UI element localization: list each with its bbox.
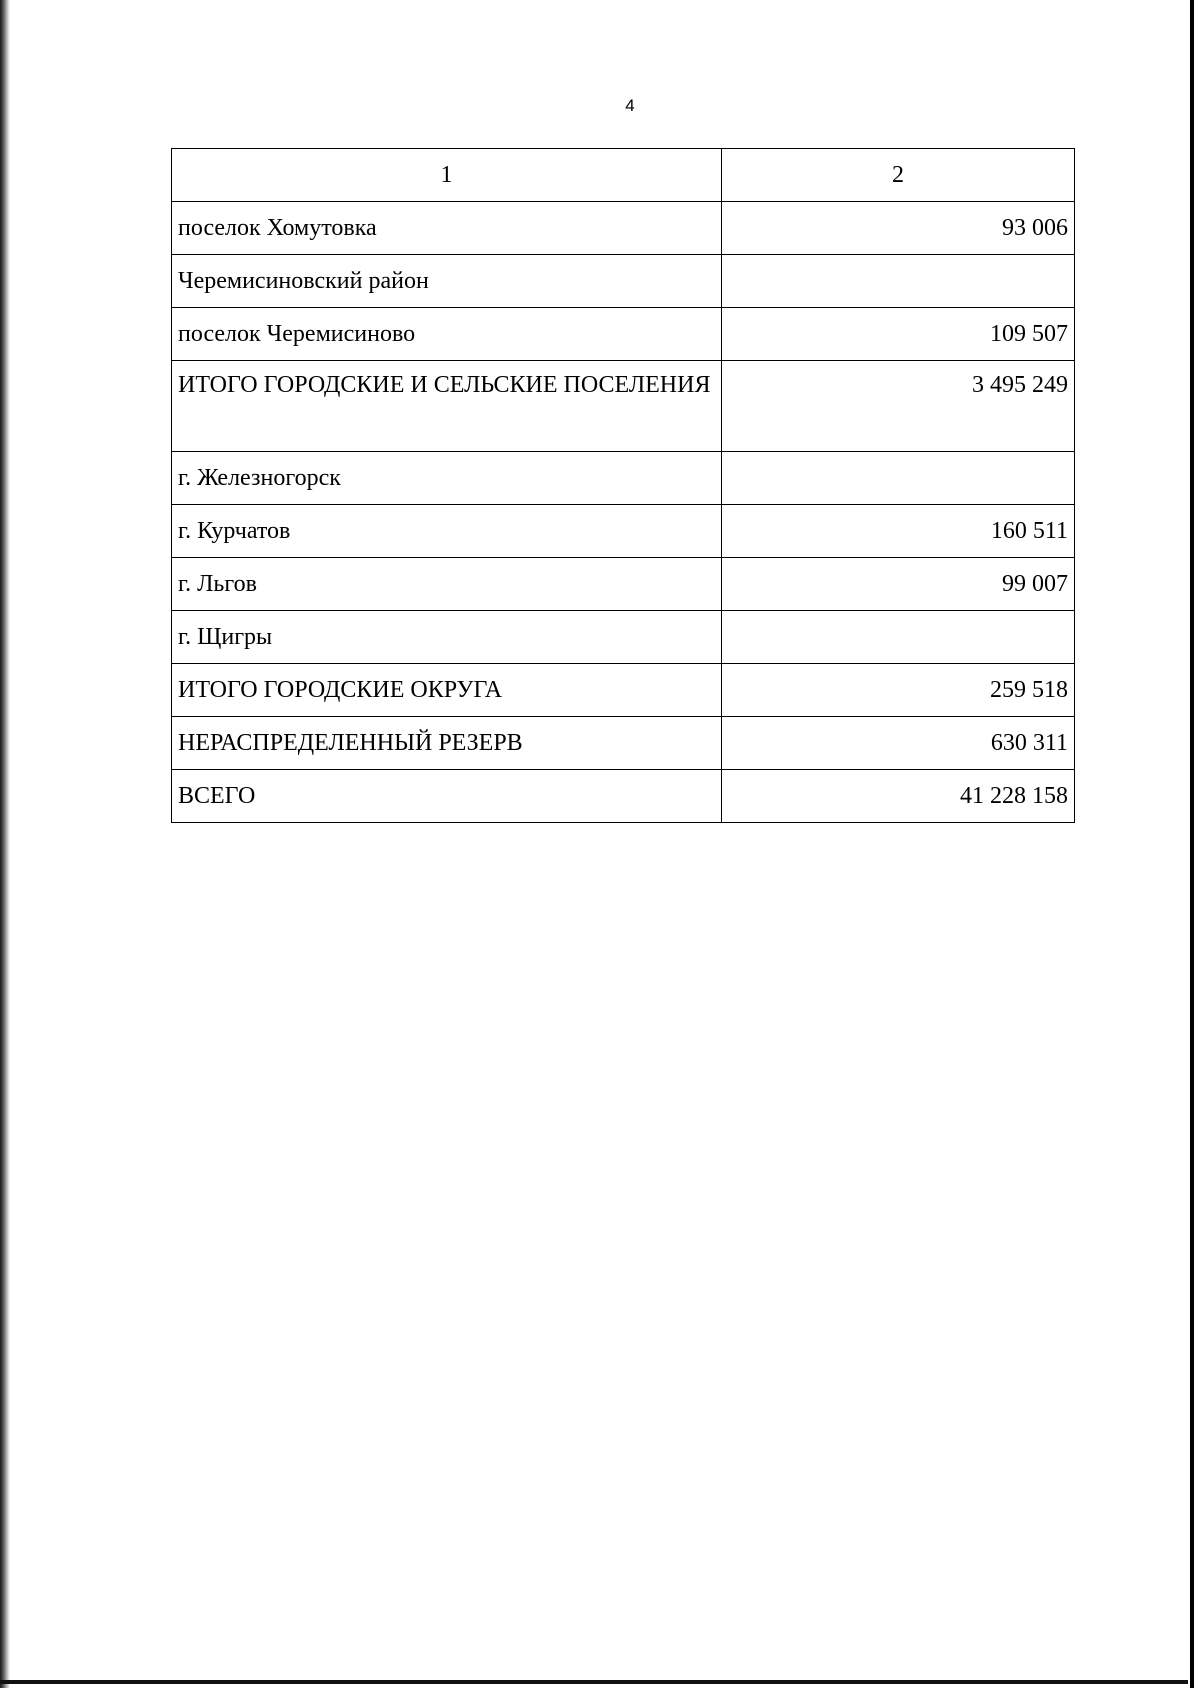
- column-header: 2: [722, 149, 1075, 202]
- table-row: [172, 505, 1075, 558]
- table-row-subtotal: [172, 664, 1075, 717]
- row-label: г. Железногорск: [172, 452, 722, 505]
- row-value: 41 228 158: [722, 770, 1075, 823]
- row-label: ВСЕГО: [172, 770, 722, 823]
- row-label: г. Льгов: [172, 558, 722, 611]
- row-value: [722, 255, 1075, 308]
- row-value: 99 007: [722, 558, 1075, 611]
- row-value: 259 518: [722, 664, 1075, 717]
- table-row: [172, 255, 1075, 308]
- table-row-total: [172, 770, 1075, 823]
- scan-border-right: [1188, 0, 1200, 1688]
- table-header-row: [172, 149, 1075, 202]
- row-label: г. Щигры: [172, 611, 722, 664]
- row-label: ИТОГО ГОРОДСКИЕ ОКРУГА: [172, 664, 722, 717]
- row-label: Черемисиновский район: [172, 255, 722, 308]
- table-row: [172, 308, 1075, 361]
- row-label: поселок Черемисиново: [172, 308, 722, 361]
- allocation-table: [171, 148, 1075, 823]
- row-value: [722, 452, 1075, 505]
- table-row: [172, 558, 1075, 611]
- row-value: 3 495 249: [722, 361, 1075, 452]
- scan-border-left: [0, 0, 10, 1688]
- row-value: 109 507: [722, 308, 1075, 361]
- row-value: 630 311: [722, 717, 1075, 770]
- column-header: 1: [172, 149, 722, 202]
- page-number: 4: [625, 96, 635, 115]
- row-label: ИТОГО ГОРОДСКИЕ И СЕЛЬСКИЕ ПОСЕЛЕНИЯ: [172, 361, 722, 452]
- row-label: г. Курчатов: [172, 505, 722, 558]
- table-row-subtotal: [172, 361, 1075, 452]
- table-row-reserve: [172, 717, 1075, 770]
- table-row: [172, 611, 1075, 664]
- table-row: [172, 202, 1075, 255]
- row-value: [722, 611, 1075, 664]
- row-label: НЕРАСПРЕДЕЛЕННЫЙ РЕЗЕРВ: [172, 717, 722, 770]
- row-value: 93 006: [722, 202, 1075, 255]
- row-value: 160 511: [722, 505, 1075, 558]
- scan-border-bottom: [0, 1680, 1188, 1684]
- row-label: поселок Хомутовка: [172, 202, 722, 255]
- table-row: [172, 452, 1075, 505]
